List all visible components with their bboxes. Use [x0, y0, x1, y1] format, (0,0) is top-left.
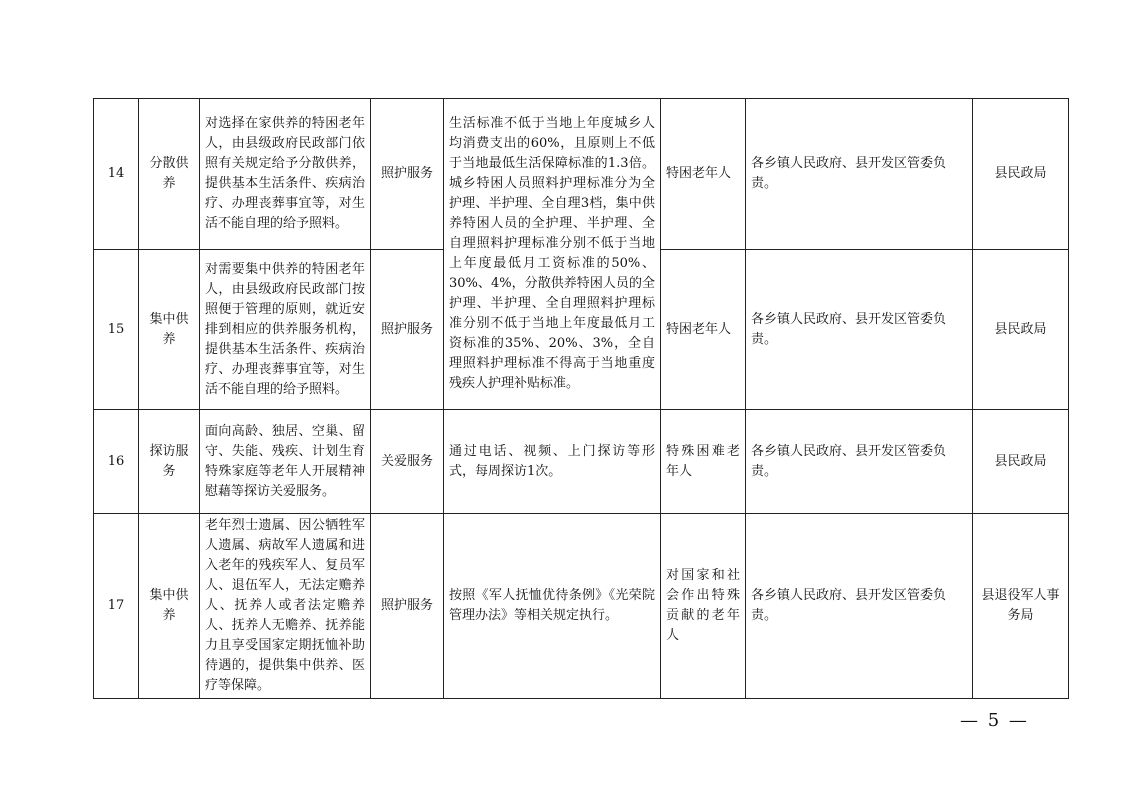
service-description: 面向高龄、独居、空巢、留守、失能、残疾、计划生育特殊家庭等老年人开展精神慰藉等探访关爱服务。 — [200, 410, 371, 514]
service-description: 对需要集中供养的特困老年人，由县级政府民政部门按照便于管理的原则，就近安排到相应的供养服务机构，提供基本生活条件、疾病治疗、办理丧葬事宜等，对生活不能自理的给予照料。 — [200, 250, 371, 410]
service-category: 探访服务 — [139, 410, 200, 514]
service-type: 关爱服务 — [371, 410, 444, 514]
service-category: 分散供养 — [139, 99, 200, 250]
service-category: 集中供养 — [139, 514, 200, 699]
service-standard: 通过电话、视频、上门探访等形式，每周探访1次。 — [444, 410, 661, 514]
responsible-unit: 各乡镇人民政府、县开发区管委负责。 — [746, 250, 973, 410]
row-number: 15 — [94, 250, 139, 410]
service-target: 对国家和社会作出特殊贡献的老年人 — [661, 514, 746, 699]
service-type: 照护服务 — [371, 99, 444, 250]
row-number: 17 — [94, 514, 139, 699]
services-table — [93, 98, 1069, 699]
service-type: 照护服务 — [371, 514, 444, 699]
service-target: 特殊困难老年人 — [661, 410, 746, 514]
table-row — [94, 514, 1069, 699]
lead-department: 县退役军人事务局 — [973, 514, 1069, 699]
lead-department: 县民政局 — [973, 410, 1069, 514]
service-target: 特困老年人 — [661, 99, 746, 250]
service-description: 对选择在家供养的特困老年人，由县级政府民政部门依照有关规定给予分散供养，提供基本生活条件、疾病治疗、办理丧葬事宜等，对生活不能自理的给予照料。 — [200, 99, 371, 250]
service-category: 集中供养 — [139, 250, 200, 410]
table-row — [94, 410, 1069, 514]
service-standard: 按照《军人抚恤优待条例》《光荣院管理办法》等相关规定执行。 — [444, 514, 661, 699]
lead-department: 县民政局 — [973, 99, 1069, 250]
service-standard-merged: 生活标准不低于当地上年度城乡人均消费支出的60%，且原则上不低于当地最低生活保障标准的1.3倍。城乡特困人员照料护理标准分为全护理、半护理、全自理3档，集中供养特困人员的全护理、半护理、全自理照料护理标准分别不低于当地上年度最低月工资标准的50%、30%、4%，分散供养特困人员的全护理、半护理、全自理照料护理标准分别不低于当地上年度最低月工资标准的35%、20%、3%，全自理照料护理标准不得高于当地重度残疾人护理补贴标准。 — [444, 99, 661, 410]
page-number: — 5 — — [960, 710, 1029, 731]
responsible-unit: 各乡镇人民政府、县开发区管委负责。 — [746, 410, 973, 514]
row-number: 16 — [94, 410, 139, 514]
lead-department: 县民政局 — [973, 250, 1069, 410]
row-number: 14 — [94, 99, 139, 250]
service-description: 老年烈士遗属、因公牺牲军人遗属、病故军人遗属和进入老年的残疾军人、复员军人、退伍军人，无法定赡养人、抚养人或者法定赡养人、抚养人无赡养、抚养能力且享受国家定期抚恤补助待遇的，提供集中供养、医疗等保障。 — [200, 514, 371, 699]
table-row — [94, 99, 1069, 250]
service-target: 特困老年人 — [661, 250, 746, 410]
service-type: 照护服务 — [371, 250, 444, 410]
responsible-unit: 各乡镇人民政府、县开发区管委负责。 — [746, 514, 973, 699]
responsible-unit: 各乡镇人民政府、县开发区管委负责。 — [746, 99, 973, 250]
